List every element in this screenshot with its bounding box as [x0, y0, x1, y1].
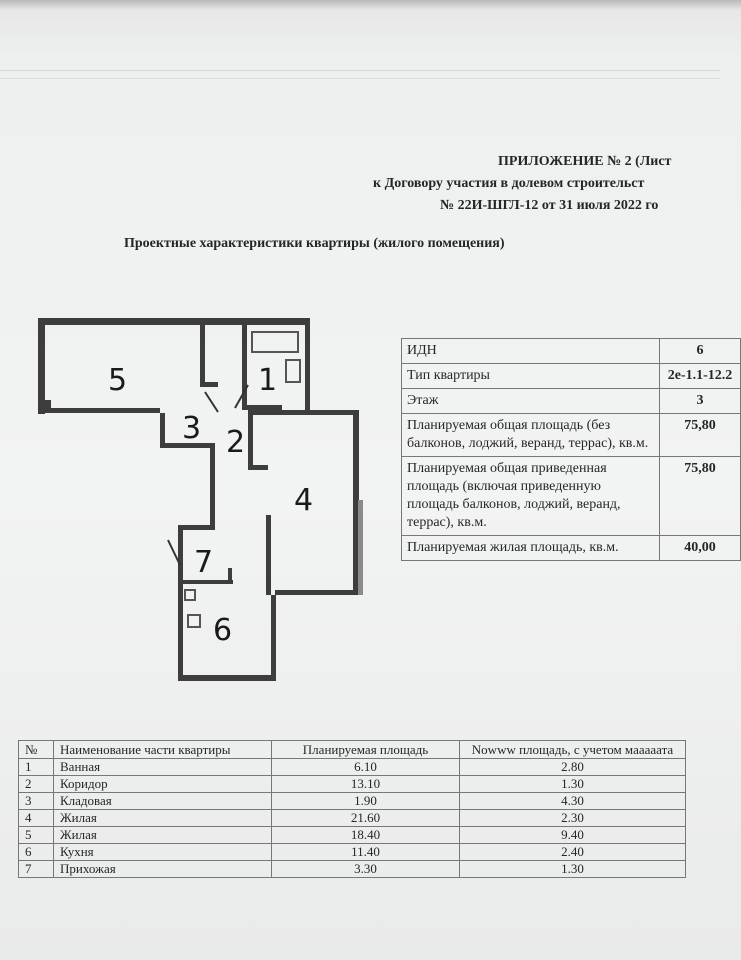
room-label-1: 1	[258, 363, 278, 398]
room-name: Кухня	[54, 844, 272, 861]
char-value: 75,80	[660, 457, 741, 536]
room-name: Жилая	[54, 827, 272, 844]
char-label: Планируемая общая площадь (без балконов, лоджий, веранд, террас), кв.м.	[402, 414, 660, 457]
room-name: Жилая	[54, 810, 272, 827]
table-header-row	[19, 741, 686, 759]
room-other-area: 1.30	[460, 861, 686, 878]
page-title: Проектные характеристики квартиры (жилого помещения)	[124, 236, 505, 251]
char-value: 40,00	[660, 536, 741, 561]
wall	[248, 410, 253, 468]
table-row	[19, 844, 686, 861]
room-area: 18.40	[272, 827, 460, 844]
apartment-characteristics-table	[401, 338, 741, 561]
sink	[185, 590, 195, 600]
room-other-area: 2.80	[460, 759, 686, 776]
room-name: Ванная	[54, 759, 272, 776]
wall	[45, 400, 51, 410]
room-other-area: 2.30	[460, 810, 686, 827]
table-row	[19, 793, 686, 810]
room-label-4: 4	[294, 483, 314, 518]
room-area: 3.30	[272, 861, 460, 878]
wall	[271, 595, 276, 681]
table-row	[19, 827, 686, 844]
window	[358, 500, 363, 595]
room-label-7: 7	[194, 545, 214, 580]
floor-plan	[30, 310, 370, 690]
table-row	[402, 457, 741, 536]
room-area: 13.10	[272, 776, 460, 793]
table-row	[402, 389, 741, 414]
room-label-2: 2	[226, 425, 246, 460]
table-row	[402, 339, 741, 364]
room-number: 7	[19, 861, 54, 878]
table-row	[402, 364, 741, 389]
door-swing	[205, 392, 218, 412]
room-label-5: 5	[108, 363, 128, 398]
wall	[210, 443, 215, 528]
table-row	[19, 861, 686, 878]
header-number: №	[19, 741, 54, 759]
char-value: 3	[660, 389, 741, 414]
wall	[160, 413, 165, 448]
wall	[275, 590, 359, 595]
char-value: 6	[660, 339, 741, 364]
room-name: Коридор	[54, 776, 272, 793]
room-label-3: 3	[182, 411, 202, 446]
room-number: 2	[19, 776, 54, 793]
room-number: 5	[19, 827, 54, 844]
wall	[242, 405, 282, 410]
page-edge-line	[0, 70, 720, 71]
stove	[188, 615, 200, 627]
wall	[305, 325, 310, 415]
wall	[38, 318, 45, 414]
room-area: 21.60	[272, 810, 460, 827]
room-number: 3	[19, 793, 54, 810]
char-label: ИДН	[402, 339, 660, 364]
wall	[200, 325, 205, 385]
room-other-area: 2.40	[460, 844, 686, 861]
wall	[200, 382, 218, 387]
char-label: Тип квартиры	[402, 364, 660, 389]
room-name: Прихожая	[54, 861, 272, 878]
contract-number: № 22И-ШГЛ-12 от 31 июля 2022 го	[440, 198, 659, 213]
wall	[38, 318, 310, 325]
room-number: 4	[19, 810, 54, 827]
wall	[178, 675, 276, 681]
table-row	[19, 759, 686, 776]
room-other-area: 9.40	[460, 827, 686, 844]
table-row	[19, 810, 686, 827]
wall	[228, 568, 232, 584]
header-room-name: Наименование части квартиры	[54, 741, 272, 759]
wall	[183, 580, 233, 584]
room-label-6: 6	[213, 613, 233, 648]
wall	[248, 410, 358, 415]
room-other-area: 4.30	[460, 793, 686, 810]
rooms-area-table	[18, 740, 686, 878]
char-value: 2е-1.1-12.2	[660, 364, 741, 389]
room-area: 1.90	[272, 793, 460, 810]
wall	[178, 525, 183, 680]
char-label: Планируемая жилая площадь, кв.м.	[402, 536, 660, 561]
page-edge-line	[0, 78, 720, 79]
sink	[286, 360, 300, 382]
header-planned-area: Планируемая площадь	[272, 741, 460, 759]
header-other-area: Nowww площадь, с учетом мааааата	[460, 741, 686, 759]
wall	[242, 325, 247, 410]
room-area: 6.10	[272, 759, 460, 776]
room-name: Кладовая	[54, 793, 272, 810]
table-row	[402, 536, 741, 561]
wall	[38, 408, 160, 413]
contract-reference: к Договору участия в долевом строительст	[373, 176, 645, 191]
appendix-title: ПРИЛОЖЕНИЕ № 2 (Лист	[498, 154, 672, 169]
bathtub	[252, 332, 298, 352]
room-area: 11.40	[272, 844, 460, 861]
wall	[248, 465, 268, 470]
room-number: 6	[19, 844, 54, 861]
table-row	[402, 414, 741, 457]
room-number: 1	[19, 759, 54, 776]
char-value: 75,80	[660, 414, 741, 457]
table-row	[19, 776, 686, 793]
wall	[266, 515, 271, 595]
char-label: Планируемая общая приведенная площадь (включая приведенную площадь балконов, лоджий, веранд, террас), кв.м.	[402, 457, 660, 536]
room-other-area: 1.30	[460, 776, 686, 793]
char-label: Этаж	[402, 389, 660, 414]
wall	[178, 525, 215, 530]
